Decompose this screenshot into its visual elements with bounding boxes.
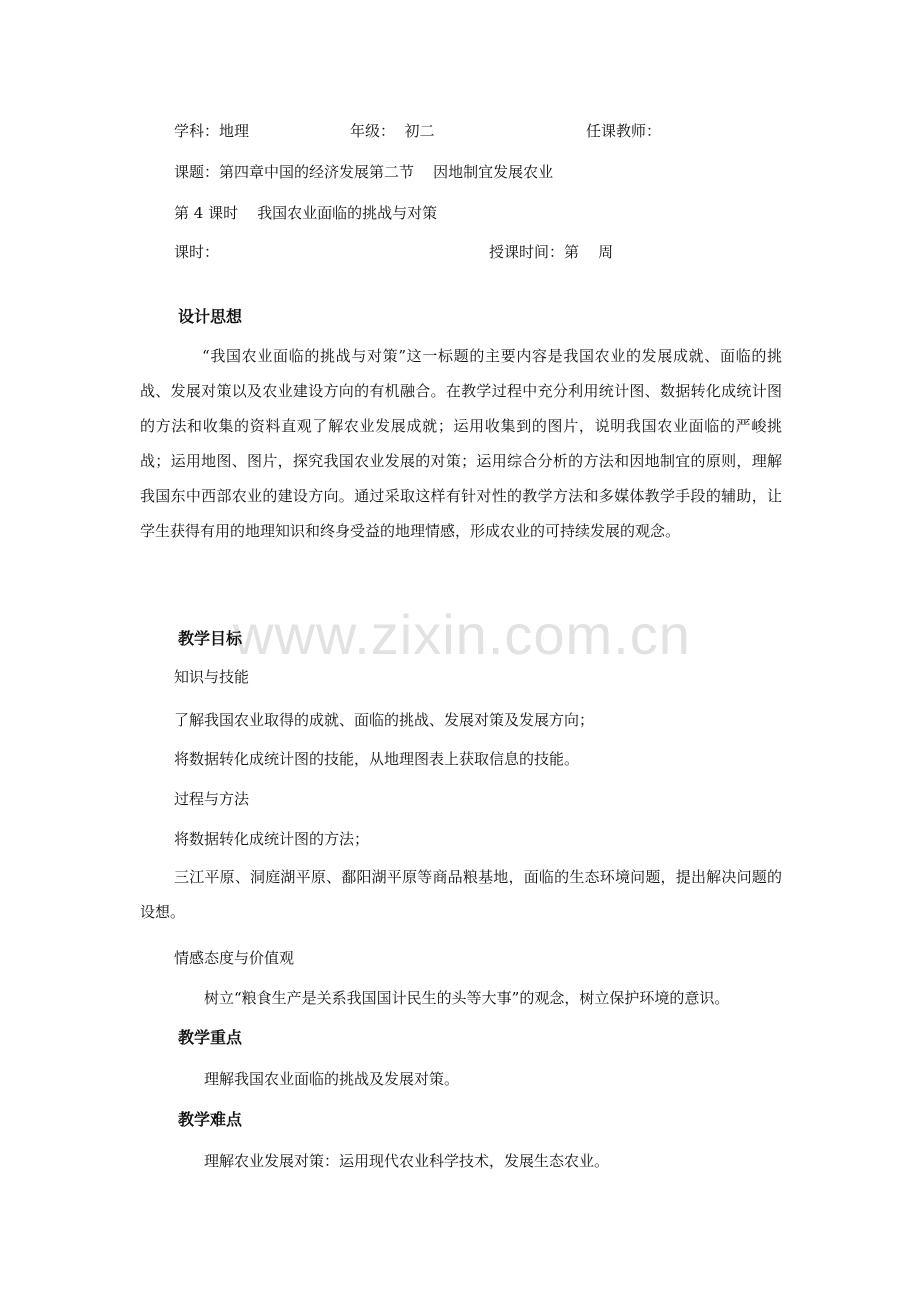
process-title: 过程与方法: [174, 790, 250, 808]
teacher-label: 任课教师：: [586, 122, 662, 140]
difficulty-body: 理解农业发展对策：运用现代农业科学技术，发展生态农业。: [204, 1152, 610, 1170]
lesson-line: 第 4 课时 我国农业面临的挑战与对策: [174, 204, 438, 222]
grade-label: 年级： 初二: [350, 122, 435, 140]
design-heading: 设计思想: [178, 307, 243, 326]
knowledge-title: 知识与技能: [174, 668, 250, 686]
emotion-item-1: 树立“粮食生产是关系我国国计民生的头等大事”的观念，树立保护环境的意识。: [204, 989, 730, 1007]
subject-label: 学科：地理: [174, 122, 250, 140]
topic-line: 课题：第四章中国的经济发展第二节 因地制宜发展农业: [174, 163, 554, 181]
process-item-2: 三江平原、洞庭湖平原、鄱阳湖平原等商品粮基地，面临的生态环境问题，提出解决问题的设想。: [140, 868, 782, 921]
hours-label: 课时：: [174, 243, 220, 261]
difficulty-heading: 教学难点: [178, 1110, 243, 1129]
process-item-1: 将数据转化成统计图的方法；: [174, 830, 370, 848]
knowledge-item-2: 将数据转化成统计图的技能，从地理图表上获取信息的技能。: [174, 750, 580, 768]
key-point-body: 理解我国农业面临的挑战及发展对策。: [204, 1070, 460, 1088]
design-paragraph: “我国农业面临的挑战与对策”这一标题的主要内容是我国农业的发展成就、面临的挑战、发展对策以及农业建设方向的有机融合。在教学过程中充分利用统计图、数据转化成统计图的方法和收集的资料直观了解农业发展成就；运用收集到的图片，说明我国农业面临的严峻挑战；运用地图、图片，探究我国农业发展的对策；运用综合分析的方法和因地制宜的原则，理解我国东中西部农业的建设方向。通过采取这样有针对性的教学方法和多媒体教学手段的辅助，让学生获得有用的地理知识和终身受益的地理情感，形成农业的可持续发展的观念。: [140, 347, 782, 540]
time-label: 授课时间：第 周: [489, 243, 614, 261]
objectives-heading: 教学目标: [178, 629, 243, 648]
emotion-title: 情感态度与价值观: [174, 949, 295, 967]
key-point-heading: 教学重点: [178, 1028, 243, 1047]
watermark: www.zixin.com.cn: [233, 603, 691, 666]
knowledge-item-1: 了解我国农业取得的成就、面临的挑战、发展对策及发展方向；: [174, 711, 595, 729]
